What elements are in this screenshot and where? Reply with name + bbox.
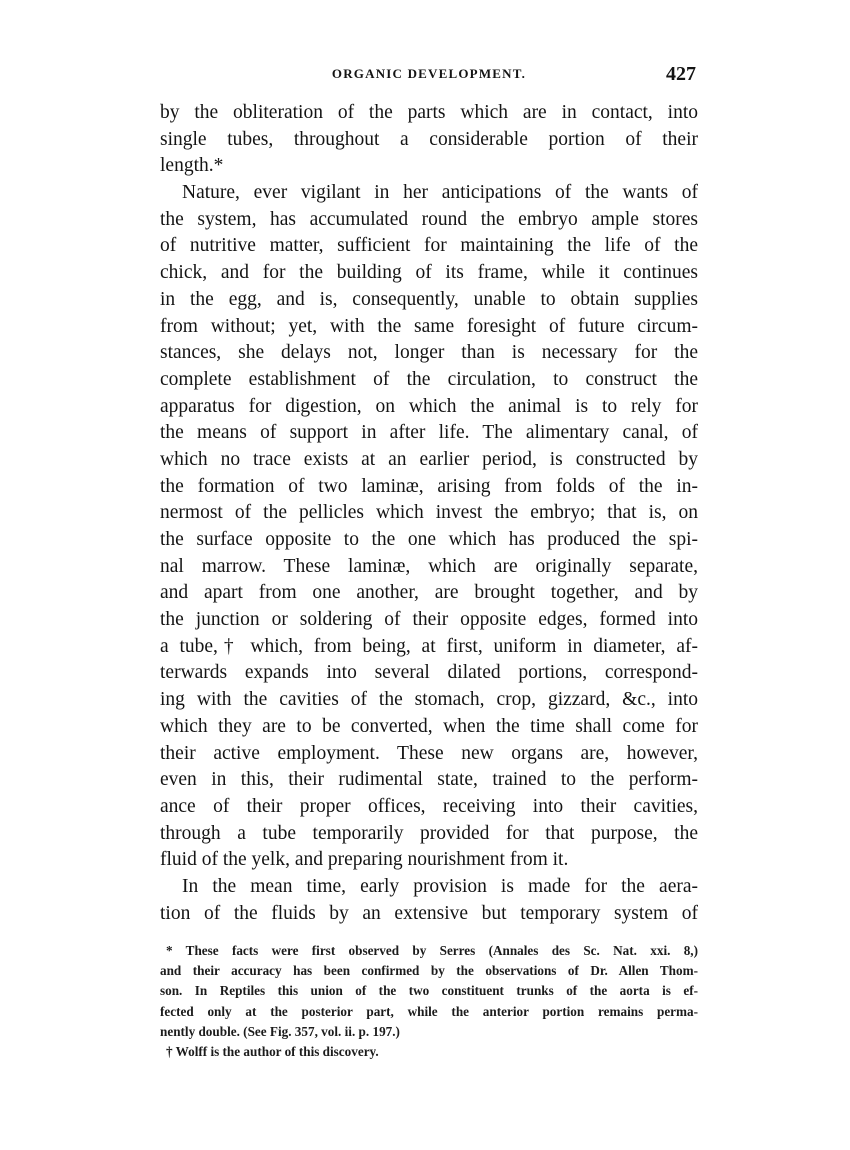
body-line: length.* [160, 155, 224, 177]
body-line: tion of the fluids by an extensive but temporary system of [160, 902, 698, 924]
body-line: of nutritive matter, sufficient for maintaining the life of the [160, 235, 698, 257]
body-line: stances, she delays not, longer than is necessary for the [160, 342, 698, 364]
body-line: apparatus for digestion, on which the animal is to rely for [160, 395, 698, 417]
body-line: the formation of two laminæ, arising from folds of the in- [160, 475, 698, 497]
body-line: through a tube temporarily provided for that purpose, the [160, 822, 698, 844]
body-line: their active employment. These new organs are, however, [160, 742, 698, 764]
body-line: which they are to be converted, when the time shall come for [160, 715, 698, 737]
footnote-line: * These facts were first observed by Serres (Annales des Sc. Nat. xxi. 8,) [166, 943, 698, 958]
body-line: nermost of the pellicles which invest the embryo; that is, on [160, 502, 698, 524]
body-line: the surface opposite to the one which has produced the spi- [160, 529, 698, 550]
body-line: chick, and for the building of its frame, while it continues [160, 262, 698, 284]
running-title: ORGANIC DEVELOPMENT. [331, 66, 527, 81]
page-number: 427 [666, 63, 696, 85]
body-line: fluid of the yelk, and preparing nourishment from it. [160, 849, 569, 871]
body-line: complete establishment of the circulation, to construct the [160, 368, 698, 390]
footnote-line: and their accuracy has been confirmed by the observations of Dr. Allen Thom- [160, 963, 698, 979]
body-line: single tubes, throughout a considerable portion of their [160, 128, 698, 150]
body-line: the system, has accumulated round the embryo ample stores [160, 208, 698, 230]
body-line: nal marrow. These laminæ, which are originally separate, [160, 555, 698, 577]
body-line: in the egg, and is, consequently, unable to obtain supplies [160, 288, 698, 310]
body-line: the means of support in after life. The alimentary canal, of [160, 422, 698, 444]
body-line: and apart from one another, are brought together, and by [160, 582, 698, 604]
footnote-line: † Wolff is the author of this discovery. [166, 1043, 379, 1059]
footnote-line: nently double. (See Fig. 357, vol. ii. p. 197.) [160, 1023, 400, 1039]
body-line: a tube,† which, from being, at first, uniform in diameter, af- [160, 635, 698, 657]
body-line: by the obliteration of the parts which are in contact, into [160, 102, 698, 123]
body-line: from without; yet, with the same foresight of future circum- [160, 315, 698, 337]
running-head [160, 62, 698, 86]
footnote-line: son. In Reptiles this union of the two constituent trunks of the aorta is ef- [160, 983, 698, 999]
body-line: which no trace exists at an earlier period, is constructed by [160, 448, 698, 470]
body-line: terwards expands into several dilated portions, correspond- [160, 662, 698, 684]
body-text [160, 100, 698, 927]
body-line: the junction or soldering of their opposite edges, formed into [160, 609, 698, 631]
footnote-line: fected only at the posterior part, while the anterior portion remains perma- [160, 1003, 698, 1019]
body-line: Nature, ever vigilant in her anticipations of the wants of [182, 182, 698, 204]
body-line: ing with the cavities of the stomach, crop, gizzard, &c., into [160, 689, 698, 711]
body-line: In the mean time, early provision is made for the aera- [182, 875, 698, 897]
body-line: ance of their proper offices, receiving into their cavities, [160, 795, 698, 817]
footnotes [160, 941, 698, 1062]
body-line: even in this, their rudimental state, trained to the perform- [160, 769, 698, 791]
